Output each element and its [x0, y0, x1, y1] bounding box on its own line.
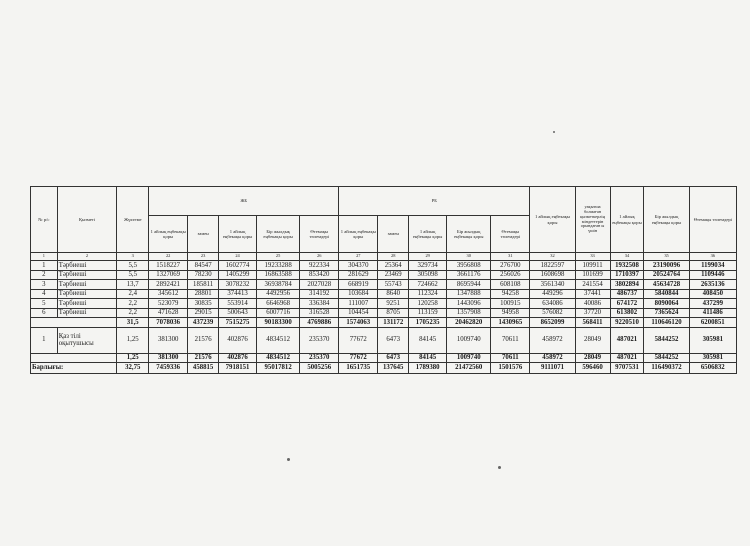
- header-jb: ЖБ: [149, 187, 339, 216]
- header-position: Қызметі: [57, 187, 117, 253]
- subheader-jb-monthly: 1 айлық еңбекақы қоры: [149, 216, 188, 253]
- total-cell: 1651735: [339, 363, 378, 374]
- total-cell: 21472560: [447, 363, 491, 374]
- value-cell: 1822597: [530, 261, 575, 271]
- value-cell: 576082: [530, 308, 575, 318]
- subtotal-cell: 7078036: [149, 318, 188, 328]
- value-cell: 1443096: [447, 299, 491, 309]
- value-cell: 486737: [610, 289, 644, 299]
- value-cell: 613802: [610, 308, 644, 318]
- value-cell: 471628: [149, 308, 188, 318]
- value-cell: 29015: [188, 308, 219, 318]
- header-grand-vacation: Өтемақы төлемдері: [689, 187, 736, 253]
- column-number: 32: [530, 253, 575, 261]
- row-number: 4: [31, 289, 58, 299]
- value-cell: 304370: [339, 261, 378, 271]
- total-cell: 458815: [188, 363, 219, 374]
- value-cell: 381300: [149, 327, 188, 353]
- value-cell: 281629: [339, 270, 378, 280]
- value-cell: 411486: [689, 308, 736, 318]
- subtotal-cell: 1,25: [117, 353, 149, 363]
- value-cell: 101699: [575, 270, 610, 280]
- value-cell: 241554: [575, 280, 610, 290]
- value-cell: 23469: [378, 270, 409, 280]
- subtotal-cell: 131172: [378, 318, 409, 328]
- value-cell: 21576: [188, 327, 219, 353]
- position-cell: Тәрбиеші: [57, 308, 117, 318]
- value-cell: 4834512: [257, 327, 300, 353]
- subtotal-cell: 305981: [689, 353, 736, 363]
- row-number: 1: [31, 261, 58, 271]
- column-number: 35: [644, 253, 689, 261]
- column-number: 27: [339, 253, 378, 261]
- value-cell: 40086: [575, 299, 610, 309]
- value-cell: 109911: [575, 261, 610, 271]
- value-cell: 374413: [219, 289, 257, 299]
- subtotal-cell: 84145: [409, 353, 447, 363]
- value-cell: 3561340: [530, 280, 575, 290]
- value-cell: 922334: [300, 261, 339, 271]
- value-cell: 5,5: [117, 261, 149, 271]
- value-cell: 500643: [219, 308, 257, 318]
- subtotal-cell: 1430965: [491, 318, 530, 328]
- value-cell: 1327069: [149, 270, 188, 280]
- total-cell: 7459336: [149, 363, 188, 374]
- column-number: 31: [491, 253, 530, 261]
- column-number: 1: [31, 253, 58, 261]
- header-rate: Жүктеме: [117, 187, 149, 253]
- table-row: [31, 308, 737, 318]
- value-cell: 19233288: [257, 261, 300, 271]
- value-cell: 1,25: [117, 327, 149, 353]
- scan-speck: [553, 131, 555, 133]
- header-total-monthly: 1 айлық еңбекақы қоры: [530, 187, 575, 253]
- value-cell: 8705: [378, 308, 409, 318]
- value-cell: 28801: [188, 289, 219, 299]
- total-cell: 6506832: [689, 363, 736, 374]
- value-cell: 674172: [610, 299, 644, 309]
- subtotal-cell: 9220510: [610, 318, 644, 328]
- subtotal-cell: 20462820: [447, 318, 491, 328]
- value-cell: 8640: [378, 289, 409, 299]
- value-cell: 37441: [575, 289, 610, 299]
- value-cell: 408450: [689, 289, 736, 299]
- total-cell: 32,75: [117, 363, 149, 374]
- subtotal-cell: 28049: [575, 353, 610, 363]
- subtotal-cell: 4834512: [257, 353, 300, 363]
- column-number: 22: [149, 253, 188, 261]
- header-grand-yearly: Бір жылдық еңбекақы қоры: [644, 187, 689, 253]
- row-number: 5: [31, 299, 58, 309]
- subheader-rb-monthly-2: 1 айлық еңбекақы қоры: [409, 216, 447, 253]
- subtotal-blank: [31, 353, 117, 363]
- table-row: [31, 280, 737, 290]
- value-cell: 3078232: [219, 280, 257, 290]
- value-cell: 523079: [149, 299, 188, 309]
- total-cell: 7918151: [219, 363, 257, 374]
- value-cell: 1932508: [610, 261, 644, 271]
- value-cell: 100915: [491, 299, 530, 309]
- value-cell: 94958: [491, 308, 530, 318]
- value-cell: 305981: [689, 327, 736, 353]
- subtotal-cell: 8652099: [530, 318, 575, 328]
- value-cell: 487021: [610, 327, 644, 353]
- value-cell: 1357908: [447, 308, 491, 318]
- value-cell: 9251: [378, 299, 409, 309]
- value-cell: 853420: [300, 270, 339, 280]
- column-number: 30: [447, 253, 491, 261]
- subheader-jb-vacation: Өтемақы төлемдері: [300, 216, 339, 253]
- total-cell: 116490372: [644, 363, 689, 374]
- value-cell: 314192: [300, 289, 339, 299]
- subheader-rb-monthly: 1 айлық еңбекақы қоры: [339, 216, 378, 253]
- value-cell: 3661176: [447, 270, 491, 280]
- subtotal-row: [31, 318, 737, 328]
- value-cell: 94258: [491, 289, 530, 299]
- value-cell: 103684: [339, 289, 378, 299]
- header-grand-monthly: 1 айлық еңбекақы қоры: [610, 187, 644, 253]
- value-cell: 23190096: [644, 261, 689, 271]
- header-row: [31, 187, 737, 216]
- column-number: 28: [378, 253, 409, 261]
- subtotal-cell: 235370: [300, 353, 339, 363]
- row-number: 6: [31, 308, 58, 318]
- subtotal-cell: 437239: [188, 318, 219, 328]
- value-cell: 345612: [149, 289, 188, 299]
- value-cell: 120258: [409, 299, 447, 309]
- total-cell: 137645: [378, 363, 409, 374]
- total-cell: 1789380: [409, 363, 447, 374]
- value-cell: 25364: [378, 261, 409, 271]
- subtotal-cell: 487021: [610, 353, 644, 363]
- value-cell: 111007: [339, 299, 378, 309]
- value-cell: 1109446: [689, 270, 736, 280]
- subtotal-cell: 77672: [339, 353, 378, 363]
- column-number: 26: [300, 253, 339, 261]
- value-cell: 276700: [491, 261, 530, 271]
- total-cell: 9111071: [530, 363, 575, 374]
- subheader-rb-substitution: замен: [378, 216, 409, 253]
- value-cell: 608108: [491, 280, 530, 290]
- table-row: [31, 261, 737, 271]
- value-cell: 1009740: [447, 327, 491, 353]
- value-cell: 4492956: [257, 289, 300, 299]
- value-cell: 1518227: [149, 261, 188, 271]
- value-cell: 1608698: [530, 270, 575, 280]
- value-cell: 8695944: [447, 280, 491, 290]
- value-cell: 78230: [188, 270, 219, 280]
- value-cell: 437299: [689, 299, 736, 309]
- value-cell: 336384: [300, 299, 339, 309]
- subtotal-cell: 402876: [219, 353, 257, 363]
- header-num: № р/с: [31, 187, 58, 253]
- subtotal-cell: 1705235: [409, 318, 447, 328]
- value-cell: 13,7: [117, 280, 149, 290]
- subtotal-cell: 110646120: [644, 318, 689, 328]
- column-number: 36: [689, 253, 736, 261]
- value-cell: 112324: [409, 289, 447, 299]
- value-cell: 305098: [409, 270, 447, 280]
- position-cell: Тәрбиеші: [57, 270, 117, 280]
- subtotal-cell: 70611: [491, 353, 530, 363]
- value-cell: 3956808: [447, 261, 491, 271]
- value-cell: 256026: [491, 270, 530, 280]
- value-cell: 185811: [188, 280, 219, 290]
- row-number: 1: [31, 327, 58, 353]
- value-cell: 8090064: [644, 299, 689, 309]
- subheader-jb-yearly: Бір жылдық еңбекақы қоры: [257, 216, 300, 253]
- subtotal-cell: 6473: [378, 353, 409, 363]
- value-cell: 6473: [378, 327, 409, 353]
- value-cell: 45634728: [644, 280, 689, 290]
- value-cell: 329734: [409, 261, 447, 271]
- table-body: [31, 261, 737, 374]
- value-cell: 37720: [575, 308, 610, 318]
- value-cell: 2,2: [117, 299, 149, 309]
- value-cell: 316528: [300, 308, 339, 318]
- table-row: [31, 299, 737, 309]
- value-cell: 553914: [219, 299, 257, 309]
- total-cell: 1501576: [491, 363, 530, 374]
- value-cell: 113159: [409, 308, 447, 318]
- value-cell: 7365624: [644, 308, 689, 318]
- column-number-row: [31, 253, 737, 261]
- payroll-table: [30, 186, 737, 374]
- value-cell: 5844252: [644, 327, 689, 353]
- subtotal-cell: 6200851: [689, 318, 736, 328]
- total-cell: 596460: [575, 363, 610, 374]
- value-cell: 2,2: [117, 308, 149, 318]
- column-number: 2: [57, 253, 117, 261]
- subtotal-cell: 458972: [530, 353, 575, 363]
- column-number: 29: [409, 253, 447, 261]
- table-row: [31, 270, 737, 280]
- subheader-rb-vacation: Өтемақы төлемдері: [491, 216, 530, 253]
- value-cell: 84145: [409, 327, 447, 353]
- value-cell: 458972: [530, 327, 575, 353]
- subtotal-blank: [31, 318, 117, 328]
- value-cell: 1710397: [610, 270, 644, 280]
- grand-total-row: [31, 363, 737, 374]
- value-cell: 104454: [339, 308, 378, 318]
- value-cell: 28049: [575, 327, 610, 353]
- value-cell: 77672: [339, 327, 378, 353]
- row-number: 2: [31, 270, 58, 280]
- value-cell: 1199034: [689, 261, 736, 271]
- value-cell: 3802894: [610, 280, 644, 290]
- column-number: 3: [117, 253, 149, 261]
- value-cell: 20524764: [644, 270, 689, 280]
- subheader-jb-substitution: замен: [188, 216, 219, 253]
- subtotal-cell: 1009740: [447, 353, 491, 363]
- value-cell: 5840844: [644, 289, 689, 299]
- value-cell: 402876: [219, 327, 257, 353]
- value-cell: 16863588: [257, 270, 300, 280]
- value-cell: 1602774: [219, 261, 257, 271]
- total-cell: 5005256: [300, 363, 339, 374]
- position-cell: Қаз тілі оқытушысы: [57, 327, 117, 353]
- value-cell: 724662: [409, 280, 447, 290]
- position-cell: Тәрбиеші: [57, 299, 117, 309]
- value-cell: 55743: [378, 280, 409, 290]
- value-cell: 1347888: [447, 289, 491, 299]
- table-row: [31, 289, 737, 299]
- total-label: Барлығы:: [31, 363, 117, 374]
- total-cell: 9707531: [610, 363, 644, 374]
- value-cell: 36938784: [257, 280, 300, 290]
- subtotal-cell: 1574063: [339, 318, 378, 328]
- scan-speck: [287, 458, 290, 461]
- position-cell: Тәрбиеші: [57, 261, 117, 271]
- column-number: 25: [257, 253, 300, 261]
- subtotal-cell: 5844252: [644, 353, 689, 363]
- header-rb: РБ: [339, 187, 530, 216]
- subtotal-cell: 381300: [149, 353, 188, 363]
- value-cell: 30835: [188, 299, 219, 309]
- value-cell: 235370: [300, 327, 339, 353]
- value-cell: 668919: [339, 280, 378, 290]
- subtotal-cell: 21576: [188, 353, 219, 363]
- subtotal-cell: 90183300: [257, 318, 300, 328]
- total-cell: 95017812: [257, 363, 300, 374]
- position-cell: Тәрбиеші: [57, 289, 117, 299]
- column-number: 24: [219, 253, 257, 261]
- row-number: 3: [31, 280, 58, 290]
- header-substitute-duties: уақытша болмаған қызметкерлің міндеттерін орындаған ы үшін: [575, 187, 610, 253]
- value-cell: 2635136: [689, 280, 736, 290]
- subheader-jb-monthly-2: 1 айлық еңбекақы қоры: [219, 216, 257, 253]
- position-cell: Тәрбиеші: [57, 280, 117, 290]
- value-cell: 2,4: [117, 289, 149, 299]
- value-cell: 84547: [188, 261, 219, 271]
- value-cell: 449296: [530, 289, 575, 299]
- value-cell: 2027028: [300, 280, 339, 290]
- teacher-row: [31, 327, 737, 353]
- subtotal-cell: 4769886: [300, 318, 339, 328]
- subtotal-cell: 31,5: [117, 318, 149, 328]
- value-cell: 6646968: [257, 299, 300, 309]
- subtotal-cell: 568411: [575, 318, 610, 328]
- subtotal-cell: 7515275: [219, 318, 257, 328]
- value-cell: 5,5: [117, 270, 149, 280]
- column-number: 34: [610, 253, 644, 261]
- column-number: 33: [575, 253, 610, 261]
- value-cell: 2892421: [149, 280, 188, 290]
- subheader-rb-yearly: Бір жылдық еңбекақы қоры: [447, 216, 491, 253]
- value-cell: 1405299: [219, 270, 257, 280]
- scan-speck: [498, 466, 501, 469]
- value-cell: 70611: [491, 327, 530, 353]
- value-cell: 6007716: [257, 308, 300, 318]
- column-number: 23: [188, 253, 219, 261]
- teacher-subtotal-row: [31, 353, 737, 363]
- value-cell: 634086: [530, 299, 575, 309]
